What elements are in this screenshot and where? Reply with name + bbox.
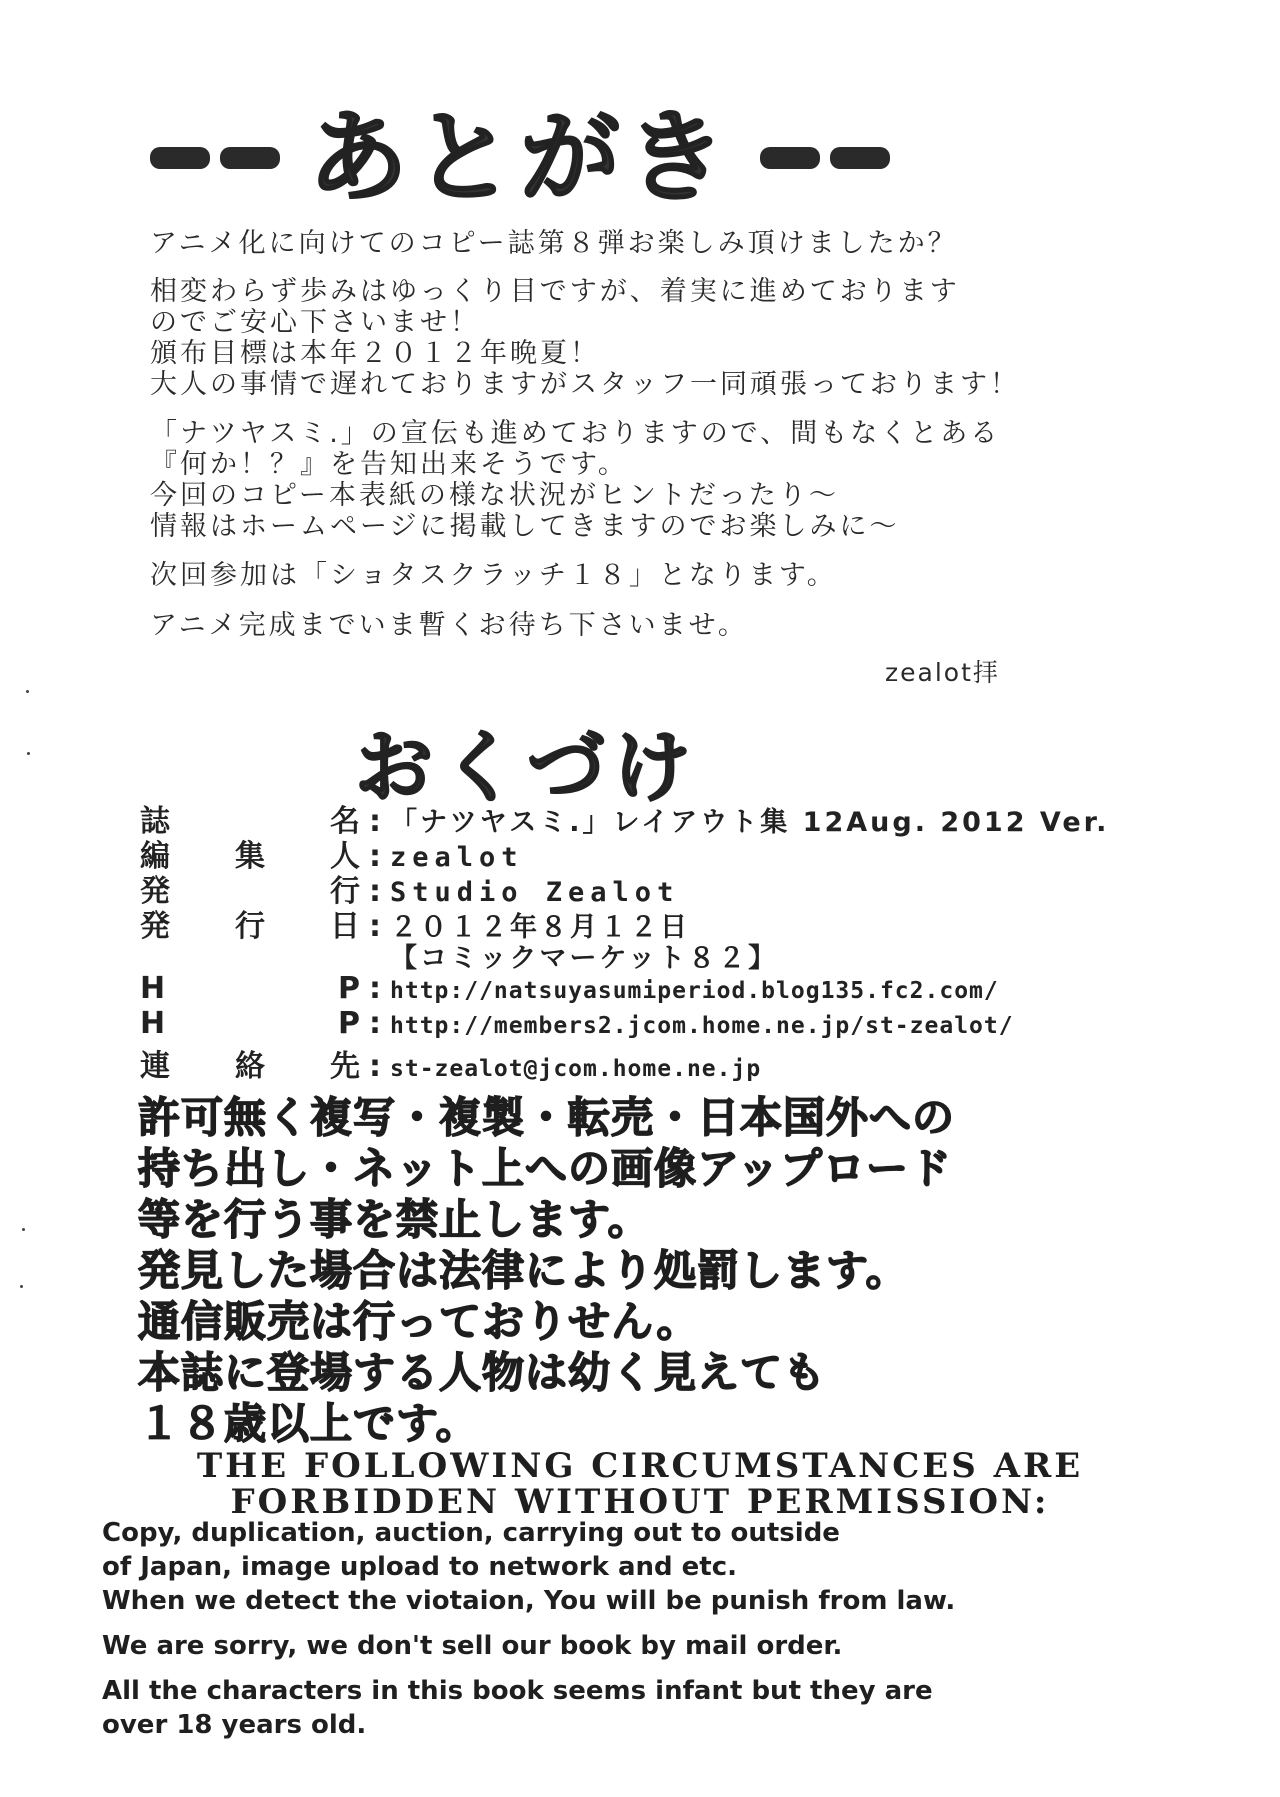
warning-en-line: When we detect the viotaion, You will be punish from law. [102,1586,956,1616]
colophon-value-event: 【コミックマーケット８２】 [390,943,779,974]
colophon-value-hp1: http://natsuyasumiperiod.blog135.fc2.com/ [390,978,999,1004]
colophon-row-contact [140,1041,1109,1084]
colophon-label: 連 絡 先 [140,1049,360,1084]
warning-japanese [138,1092,955,1449]
header-bar-left-2 [220,147,280,169]
colophon-label: H P [140,1006,360,1041]
afterword-line: 頒布目標は本年２０１２年晩夏！ [150,338,600,369]
warning-en-line: over 18 years old. [102,1710,367,1740]
colophon-colon: : [369,874,381,909]
colophon-colon: : [369,1049,381,1084]
afterword-line: アニメ完成までいま暫くお待ち下さいませ。 [150,610,748,641]
warning-english-body [102,1516,955,1742]
warning-jp-line: 発見した場合は法律により処罰します。 [138,1246,909,1295]
colophon-row-hp2 [140,1006,1109,1041]
warning-en-line: Copy, duplication, auction, carrying out to outside [102,1518,840,1548]
scan-speck [20,1285,23,1288]
header-bar-right-1 [760,147,820,169]
warning-jp-line: １８歳以上です。 [138,1399,479,1448]
warning-jp-line: 本誌に登場する人物は幼く見えても [138,1348,827,1397]
colophon-value-editor: zealot [390,842,524,873]
colophon-label: H P [140,971,360,1006]
colophon-colon: : [369,971,381,1006]
colophon-colon: : [369,909,381,944]
afterword-title: あとがき [308,99,732,216]
scan-speck [26,690,29,693]
afterword-header [150,100,1100,215]
warning-en-heading-line: FORBIDDEN WITHOUT PERMISSION: [230,1482,1050,1522]
colophon-value-title: 「ナツヤスミ.」レイアウト集 12Aug. 2012 Ver. [390,807,1110,838]
colophon-label: 発 行 [140,874,360,909]
warning-jp-line: 通信販売は行っておりせん。 [138,1297,700,1346]
afterword-paragraph-2 [150,276,1020,400]
warning-en-line: We are sorry, we don't sell our book by mail order. [102,1631,843,1661]
header-bar-right-2 [830,147,890,169]
afterword-line: のでご安心下さいませ！ [150,307,480,338]
colophon-row-publisher [140,866,1109,909]
colophon-table [140,796,1110,1084]
warning-en-heading-line: THE FOLLOWING CIRCUMSTANCES ARE [196,1446,1084,1486]
warning-en-line: of Japan, image upload to network and etc. [102,1552,738,1582]
afterword-line: 今回のコピー本表紙の様な状況がヒントだったり～ [150,480,839,511]
colophon-label: 発 行 日 [140,909,360,944]
afterword-line: アニメ化に向けてのコピー誌第８弾お楽しみ頂けましたか？ [150,228,958,259]
colophon-value-hp2: http://members2.jcom.home.ne.jp/st-zealot/ [390,1013,1014,1039]
warning-jp-line: 許可無く複写・複製・転売・日本国外への [138,1093,956,1142]
afterword-line: 相変わらず歩みはゆっくり目ですが、着実に進めております [150,276,960,307]
colophon-value-publisher: Studio Zealot [390,877,680,908]
colophon-row-title [140,796,1110,839]
scan-speck [22,1228,25,1231]
afterword-line: 情報はホームページに掲載してきますのでお楽しみに～ [150,511,900,542]
afterword-line: 次回参加は「ショタスクラッチ１８」となります。 [150,560,837,591]
colophon-label: 編 集 人 [140,839,360,874]
colophon-colon: : [369,839,381,874]
warning-jp-line: 等を行う事を禁止します。 [138,1195,651,1244]
afterword-paragraph-4 [150,560,837,591]
afterword-signature: zealot拝 [885,658,1000,687]
afterword-line: 『何か！？』を告知出来そうです。 [150,449,628,480]
colophon-colon: : [369,804,381,839]
warning-en-line: All the characters in this book seems infant but they are [102,1676,933,1706]
colophon-value-contact: st-zealot@jcom.home.ne.jp [390,1056,762,1082]
warning-jp-line: 持ち出し・ネット上への画像アップロード [138,1144,953,1193]
colophon-colon: : [369,1006,381,1041]
colophon-title: おくづけ [355,723,700,813]
afterword-line: 「ナツヤスミ.」の宣伝も進めておりますので、間もなくとある [150,418,1001,449]
warning-english-heading [140,1448,1140,1520]
colophon-label: 誌 名 [140,804,360,839]
colophon-value-date: ２０１２年８月１２日 [390,912,690,943]
afterword-paragraph-1 [150,228,958,259]
colophon-row-hp1 [140,971,1109,1006]
header-bar-left-1 [150,147,210,169]
afterword-paragraph-3 [150,418,1000,542]
scan-speck [27,752,30,755]
afterword-line: 大人の事情で遅れておりますがスタッフ一同頑張っております！ [150,369,1020,400]
afterword-paragraph-5 [150,610,748,641]
colophon-row-date [140,901,1109,944]
